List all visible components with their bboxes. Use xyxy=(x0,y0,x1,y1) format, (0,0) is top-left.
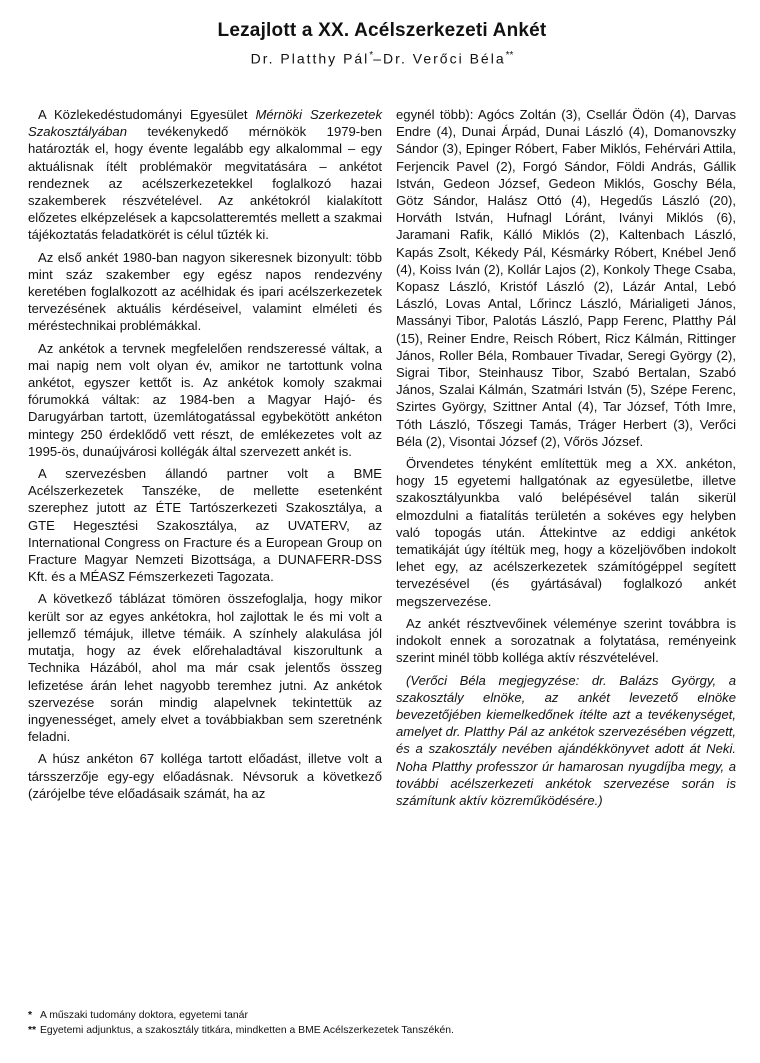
article-title: Lezajlott a XX. Acélszerkezeti Ankét xyxy=(217,20,547,41)
footnote-mark: ** xyxy=(28,1025,37,1036)
section-name-emphasis: Mérnöki Szerkezetek Szakosztályában xyxy=(28,107,382,140)
author-2-mark: ** xyxy=(505,50,514,61)
author-1: Dr. Platthy Pál xyxy=(250,50,370,67)
article-authors xyxy=(28,50,736,67)
left-column xyxy=(28,106,382,814)
paragraph: Az első ankét 1980-ban nagyon sikeresnek bizonyult: több mint száz szakember egy egész napos rendezvény keretében foglalkozott az acélhidak és ipari acélszerkezetek tervezésének aktuális kérdéseivel, valamint elméleti és méréstechnikai problémákkal. xyxy=(28,249,382,334)
speaker-list-paragraph: egynél több): Agócs Zoltán (3), Csellár Ödön (4), Darvas Endre (4), Dunai Árpád, Dunai László (4), Domanovszky Sándor (3), Epinger Róbert, Faber Miklós, Fehérvári Attila, Ferjencik Pavel (2), Forgó Sándor, Földi András, Gállik István, Gedeon József, Gedeon Miklós, Goschy Béla, Götz Sándor, Halász Ottó (4), Hegedűs László (20), Horváth István, Hufnagl Lóránt, Iványi Miklós (6), Jaramani Rafik, Kálló Miklós (2), Kaltenbach László, Kapás Zsolt, Kékedy Pál, Késmárky Róbert, Knébel Jenő (4), Koiss Iván (2), Kollár Lajos (2), Konkoly Thege Csaba, Kopasz László, Kristóf László (2), Lázár Antal, Lebó László, Lovas Antal, Lőrincz László, Márialigeti János, Massányi Tibor, Palotás László, Papp Ferenc, Platthy Pál (15), Reiner Endre, Reisch Róbert, Ricz Kálmán, Rittinger János, Roller Béla, Rombauer Tivadar, Seregi György (2), Sigrai Tibor, Steinhausz Tibor, Szabó Bertalan, Szabó János, Szalai Kálmán, Szatmári István (5), Szépe Ferenc, Szirtes György, Szittner Antal (4), Tar József, Tóth Imre, Tóth László, Tőszegi Tamás, Tráger Herbert (3), Verőci Béla (2), Visontai József (2), Vőrös József. xyxy=(396,107,736,449)
footnote-mark: * xyxy=(28,1010,33,1021)
paragraph-text: A Közlekedéstudományi Egyesület xyxy=(38,107,256,122)
footnote-text: A műszaki tudomány doktora, egyetemi tanár xyxy=(40,1010,248,1021)
paragraph: Az ankét résztvevőinek véleménye szerint továbbra is indokolt ennek a sorozatnak a folytatása, reményeink szerint minél több kolléga aktív részvételével. xyxy=(396,615,736,666)
footnote xyxy=(28,1008,736,1023)
paragraph: Az ankétok a tervnek megfelelően rendszeressé váltak, a mai napig nem volt olyan év, amikor ne tartottunk volna ankétot, egyszer kettőt is. Az ankétok komoly szakmai fórumokká váltak: az 1984-ben a Magyar Hajó- és Darugyárban tartott, üzemlátogatással egybekötött ankéton mintegy 250 érdeklődő vett részt, de emlékezetes volt az 1995-ös, dunaújvárosi kollégák által szervezett ankét is. xyxy=(28,340,382,459)
footnote xyxy=(28,1023,736,1038)
author-2: Dr. Verőci Béla xyxy=(383,50,506,67)
paragraph: A következő táblázat tömören összefoglalja, hogy mikor került sor az egyes ankétokra, hol zajlottak le és mi volt a jellemző témájuk, illetve témáik. A színhely alakulása jól mutatja, hogy az évek előrehaladtával kiszorultunk a Technika Házából, ahol ma már csak jelentős összeg lefizetése árán lehet nagyobb teremhez jutni. Az ankétok szervezése során mindig alapelvnek tekintettük az ingyenességet, amely elvet a továbbiakban sem szeretnénk feladni. xyxy=(28,591,382,745)
article-body xyxy=(28,106,736,814)
paragraph-text: tevékenykedő mérnökök 1979-ben határozták el, hogy évente legalább egy alkalommal – egy aktuálisnak ítélt problémakör megvitatására – ankétot rendeznek az acélszerkezetekkel foglalkozó hazai szakemberek részvételével. Az ankétokról kialakított előzetes elképzelések a kapcsolatteremtés mellett a szakmai tájékoztatás feladatkörét is célul tűzték ki. xyxy=(28,124,382,243)
paragraph: Örvendetes tényként említettük meg a XX. ankéton, hogy 15 egyetemi hallgatónak az egyesületbe, illetve szakosztályunkba való belépésével talán sikerül elmozdulni a fiatalítás területén a sokéves egy helyben való topogás után. Áttekintve az eddigi ankétok tematikáját úgy ítéltük meg, hogy a közeljövőben indokolt lehet egy, az acélszerkezetek számítógéppel segített tervezésével (és gyártásával) foglalkozó ankét megszervezése. xyxy=(396,456,736,609)
footnotes xyxy=(28,1008,736,1038)
editor-note: (Verőci Béla megjegyzése: dr. Balázs György, a szakosztály elnöke, az ankét levezető elnöke bevezetőjében kiemelkedőnek ítélte azt a tevékenységet, amelyet dr. Platthy Pál az ankétok szervezésében végzett, és a szakosztály nevében ajándékkönyvet adott át Neki. Noha Platthy professzor úr hamarosan nyugdíjba megy, a további acélszerkezeti ankétok szervezése során is számítunk aktív közreműködésére.) xyxy=(396,672,736,808)
paragraph xyxy=(28,106,382,244)
author-separator: – xyxy=(373,50,383,67)
footnote-text: Egyetemi adjunktus, a szakosztály titkára, mindketten a BME Acélszerkezetek Tanszékén. xyxy=(40,1025,454,1036)
right-column xyxy=(396,106,736,814)
paragraph: A húsz ankéton 67 kolléga tartott előadást, illetve volt a társszerzője egy-egy előadásnak. Névsoruk a következő (zárójelbe téve előadásaik számát, ha az xyxy=(28,751,382,801)
author-1-mark: * xyxy=(369,50,374,61)
paragraph: A szervezésben állandó partner volt a BME Acélszerkezetek Tanszéke, de mellette esetenként szerephez jutott az ÉTE Tartószerkezeti Szakosztálya, a GTE Hegesztési Szakosztálya, az UVATERV, az International Congress on Fracture és a European Group on Fracture Magyar Nemzeti Bizottsága, a DUNAFERR-DSS Kft. és a MÉASZ Fémszerkezeti Tagozata. xyxy=(28,466,382,585)
